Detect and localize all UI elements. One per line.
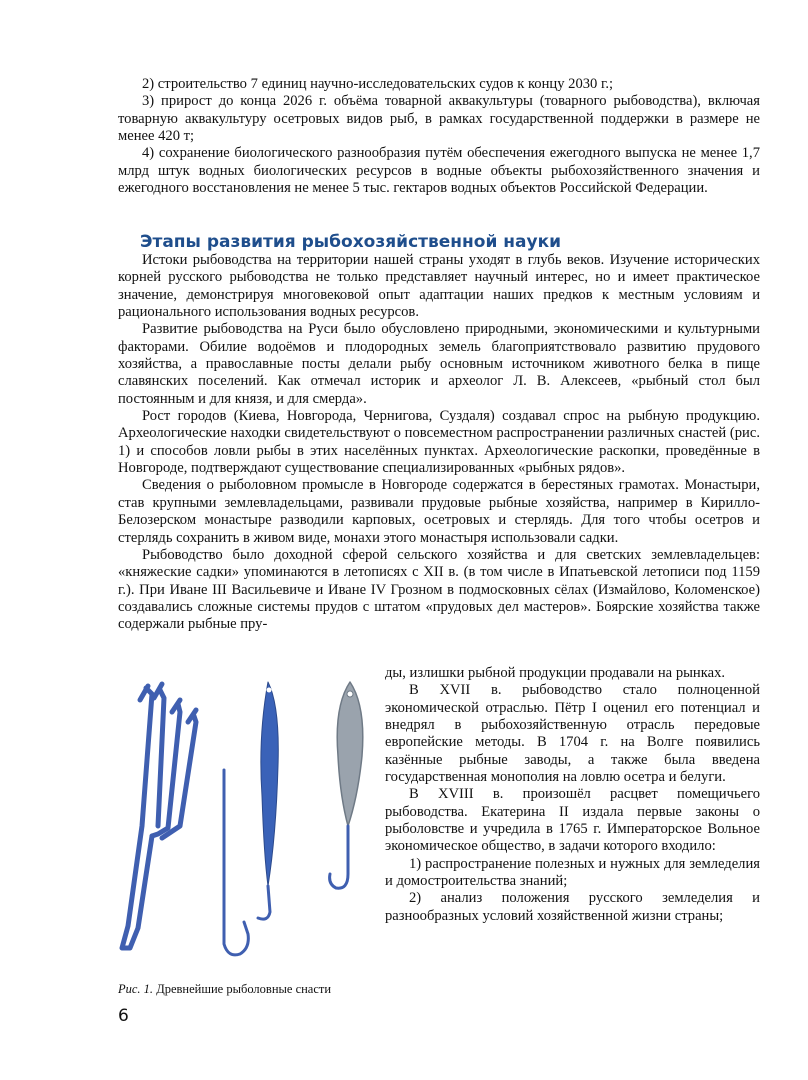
list-item: 4) сохранение биологического разнообразия путём обеспечения ежегодного выпуска не менее 1,7 млрд штук водных биологических ресурсов в водные объекты рыбохозяйственного значения и ежегодного восстановления не менее 5 тыс. гектаров водных объектов Российской Федерации.: [118, 145, 760, 197]
right-column-text: [385, 665, 760, 925]
paragraph: Развитие рыбоводства на Руси было обусловлено природными, экономическими и культурными факторами. Обилие водоёмов и плодородных земель благоприятствовало развитию прудового хозяйства, а православные посты делали рыбу основным источником животного белка в пище славянских поселений. Как отмечал историк и археолог Л. В. Алексеев, «рыбный стол был постоянным и для князя, и для смерда».: [118, 321, 760, 407]
paragraph-continuation: ды, излишки рыбной продукции продавали на рынках.: [385, 665, 726, 681]
blade-lure-icon: [258, 682, 278, 919]
section-heading: Этапы развития рыбохозяйственной науки: [140, 232, 562, 252]
paragraph: В XVIII в. произошёл расцвет помещичьего рыбоводства. Екатерина II издала первые законы о рыболовстве и учредила в 1765 г. Императорское Вольное экономическое общество, в задачи которого входило:: [385, 786, 760, 855]
list-item: 1) распространение полезных и нужных для земледелия и домостроительства знаний;: [385, 855, 760, 890]
fishing-tools-image: [118, 676, 376, 971]
fishing-tools-illustration: [118, 676, 376, 971]
caption-text: Древнейшие рыболовные снасти: [153, 982, 332, 996]
paragraph: Сведения о рыболовном промысле в Новгороде содержатся в берестяных грамотах. Монастыри, став крупными землевладельцами, развивали прудовые рыбные хозяйства, например в Кирилло-Белозерском монастыре разводили карповых, осетровых и стерлядь. Для того чтобы осетров и стерлядь сохранить в живом виде, монахи этого монастыря использовали садки.: [118, 477, 760, 546]
list-item: 2) анализ положения русского земледелия и разнообразных условий хозяйственной жизни страны;: [385, 890, 760, 924]
paragraph: Истоки рыбоводства на территории нашей страны уходят в глубь веков. Изучение исторических корней русского рыбоводства не только представляет научный интерес, но и имеет практическое значение, демонстрируя многовековой опыт адаптации наших предков к местным условиям и рационального использования водных ресурсов.: [118, 252, 760, 321]
list-item: 3) прирост до конца 2026 г. объёма товарной аквакультуры (товарного рыбоводства), включая товарную аквакультуру осетровых видов рыб, в рамках государственной поддержки в размере не менее 420 т;: [118, 93, 760, 145]
paragraph: Рост городов (Киева, Новгорода, Чернигова, Суздаля) создавал спрос на рыбную продукцию. Археологические находки свидетельствуют о повсеместном распространении различных снастей (рис. 1) и способов ловли рыбы в этих населённых пунктах. Археологические раскопки, проведённые в Новгороде, подтверждают существование специализированных «рыбных рядов».: [118, 408, 760, 477]
spoon-lure-icon: [330, 682, 363, 888]
list-block: [118, 76, 760, 197]
long-hook-icon: [224, 770, 248, 955]
list-item: 2) строительство 7 единиц научно-исследовательских судов к концу 2030 г.;: [142, 76, 614, 92]
main-text: [118, 252, 760, 634]
trident-icon: [122, 684, 196, 948]
paragraph: В XVII в. рыбоводство стало полноценной экономической отраслью. Пётр I оценил его потенциал и внедрял в рыбохозяйственную отрасль передовые европейские методы. В 1704 г. на Волге появились казённые рыбные заводы, а также была введена государственная монополия на ловлю осетра и белуги.: [385, 682, 760, 786]
page-number: 6: [118, 1006, 129, 1026]
figure-label: Рис. 1.: [118, 982, 154, 996]
paragraph: Рыбоводство было доходной сферой сельского хозяйства и для светских землевладельцев: «княжеские садки» упоминаются в летописях с XII в. (в том числе в Ипатьевской летописи под 1159 г.). При Иване III Васильевиче и Иване IV Грозном в подмосковных сёлах (Измайлово, Коломенское) создавались сложные системы прудов с штатом «прудовых дел мастеров». Боярские хозяйства также содержали рыбные пру-: [118, 546, 760, 633]
figure-caption: [118, 982, 376, 997]
